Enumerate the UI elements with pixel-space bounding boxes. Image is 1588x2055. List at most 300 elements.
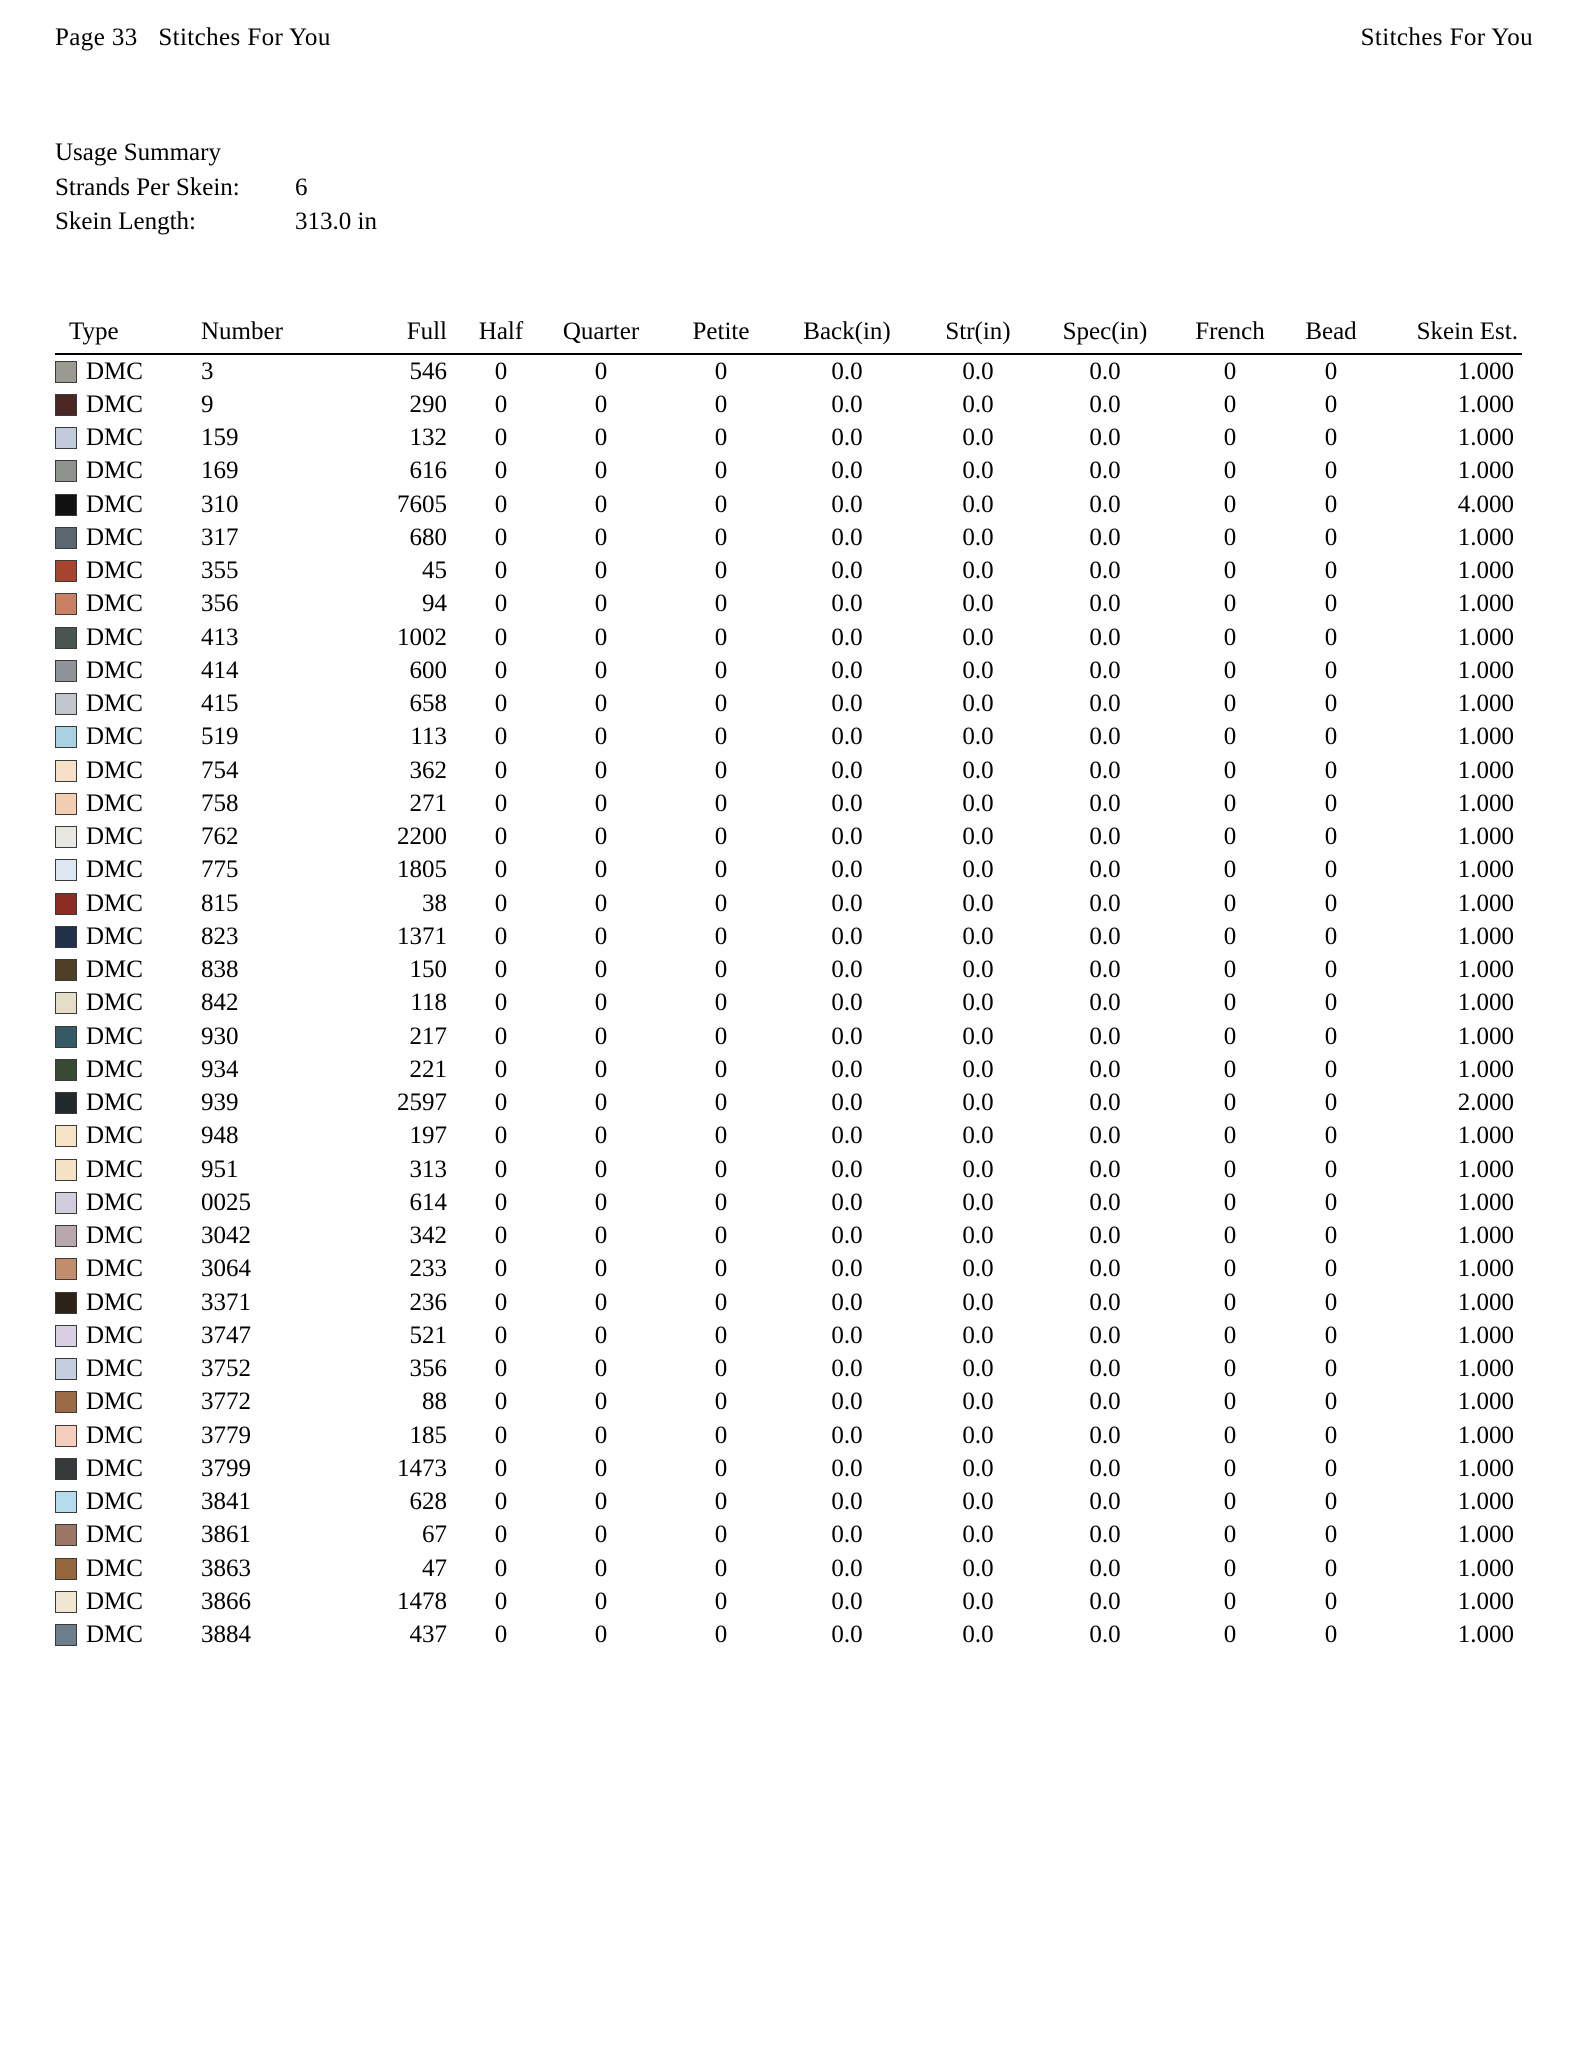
cell-french: 0 xyxy=(1223,357,1237,385)
cell-french: 0 xyxy=(1223,424,1237,451)
color-swatch-icon xyxy=(55,1325,77,1347)
cell-french: 0 xyxy=(1223,690,1237,717)
cell-spec: 0.0 xyxy=(1089,1222,1121,1249)
cell-type xyxy=(55,1020,201,1053)
cell-skein-est: 1.000 xyxy=(1457,1421,1514,1449)
cell-number: 3799 xyxy=(201,1454,251,1482)
cell-bead: 0 xyxy=(1324,1355,1338,1382)
cell-full: 94 xyxy=(422,590,447,618)
cell-skein-est: 1.000 xyxy=(1457,723,1514,751)
cell-back: 0.0 xyxy=(831,557,863,584)
cell-french: 0 xyxy=(1223,590,1237,618)
cell-quarter: 0 xyxy=(594,457,608,485)
cell-full: 290 xyxy=(409,390,447,418)
cell-bead: 0 xyxy=(1324,390,1338,418)
cell-spec: 0.0 xyxy=(1089,1089,1121,1116)
cell-full: 437 xyxy=(409,1621,447,1648)
column-header-skein-est: Skein Est. xyxy=(1416,318,1518,345)
cell-petite: 0 xyxy=(714,756,728,784)
cell-skein-est: 1.000 xyxy=(1457,1122,1514,1150)
cell-str: 0.0 xyxy=(962,1521,994,1549)
cell-full: 150 xyxy=(409,956,447,983)
cell-half: 0 xyxy=(494,656,508,684)
thread-type-label: DMC xyxy=(86,523,143,551)
cell-quarter: 0 xyxy=(594,1089,608,1116)
table-row xyxy=(55,1419,1522,1452)
color-swatch-icon xyxy=(55,560,77,582)
cell-quarter: 0 xyxy=(594,623,608,651)
table-row xyxy=(55,488,1522,521)
table-row xyxy=(55,721,1522,754)
color-swatch-icon xyxy=(55,1458,77,1480)
cell-petite: 0 xyxy=(714,1288,728,1316)
cell-petite: 0 xyxy=(714,690,728,717)
cell-half: 0 xyxy=(494,922,508,950)
cell-skein-est: 1.000 xyxy=(1457,656,1514,684)
color-swatch-icon xyxy=(55,1026,77,1048)
cell-full: 1002 xyxy=(397,623,447,651)
cell-back: 0.0 xyxy=(831,1554,863,1582)
cell-back: 0.0 xyxy=(831,623,863,651)
color-swatch-icon xyxy=(55,460,77,482)
cell-number: 775 xyxy=(201,856,239,884)
cell-full: 217 xyxy=(409,1022,447,1050)
cell-quarter: 0 xyxy=(594,823,608,850)
cell-quarter: 0 xyxy=(594,1521,608,1549)
cell-petite: 0 xyxy=(714,457,728,485)
thread-type-label: DMC xyxy=(86,756,143,784)
cell-skein-est: 1.000 xyxy=(1457,989,1514,1017)
cell-petite: 0 xyxy=(714,1554,728,1582)
cell-bead: 0 xyxy=(1324,1488,1338,1515)
cell-full: 521 xyxy=(409,1321,447,1349)
cell-str: 0.0 xyxy=(962,1188,994,1216)
cell-number: 823 xyxy=(201,922,239,950)
cell-bead: 0 xyxy=(1324,1122,1338,1150)
thread-type-label: DMC xyxy=(86,1355,143,1382)
cell-skein-est: 1.000 xyxy=(1457,1621,1514,1648)
cell-str: 0.0 xyxy=(962,357,994,385)
thread-type-label: DMC xyxy=(86,1122,143,1150)
cell-spec: 0.0 xyxy=(1089,856,1121,884)
cell-skein-est: 1.000 xyxy=(1457,1587,1514,1615)
cell-str: 0.0 xyxy=(962,490,994,518)
cell-type xyxy=(55,1519,201,1552)
cell-type xyxy=(55,987,201,1020)
cell-back: 0.0 xyxy=(831,1022,863,1050)
thread-type-label: DMC xyxy=(86,1587,143,1615)
thread-type-label: DMC xyxy=(86,1089,143,1116)
cell-str: 0.0 xyxy=(962,789,994,817)
cell-quarter: 0 xyxy=(594,1454,608,1482)
cell-petite: 0 xyxy=(714,922,728,950)
cell-back: 0.0 xyxy=(831,424,863,451)
cell-french: 0 xyxy=(1223,1122,1237,1150)
cell-spec: 0.0 xyxy=(1089,424,1121,451)
cell-french: 0 xyxy=(1223,1022,1237,1050)
cell-skein-est: 1.000 xyxy=(1457,1321,1514,1349)
cell-full: 680 xyxy=(409,523,447,551)
color-swatch-icon xyxy=(55,1092,77,1114)
cell-quarter: 0 xyxy=(594,1288,608,1316)
thread-type-label: DMC xyxy=(86,1488,143,1515)
cell-full: 113 xyxy=(410,723,447,751)
cell-spec: 0.0 xyxy=(1089,1488,1121,1515)
cell-half: 0 xyxy=(494,623,508,651)
cell-petite: 0 xyxy=(714,1022,728,1050)
table-row xyxy=(55,422,1522,455)
cell-full: 88 xyxy=(422,1388,447,1416)
cell-spec: 0.0 xyxy=(1089,557,1121,584)
thread-type-label: DMC xyxy=(86,1421,143,1449)
cell-str: 0.0 xyxy=(962,956,994,983)
cell-bead: 0 xyxy=(1324,424,1338,451)
cell-petite: 0 xyxy=(714,1621,728,1648)
usage-summary-title: Usage Summary xyxy=(55,139,221,166)
cell-petite: 0 xyxy=(714,823,728,850)
skein-length-label: Skein Length: xyxy=(55,207,196,235)
cell-quarter: 0 xyxy=(594,989,608,1017)
table-row xyxy=(55,1386,1522,1419)
cell-quarter: 0 xyxy=(594,424,608,451)
cell-quarter: 0 xyxy=(594,1621,608,1648)
cell-back: 0.0 xyxy=(831,1587,863,1615)
table-row xyxy=(55,1153,1522,1186)
cell-quarter: 0 xyxy=(594,690,608,717)
color-swatch-icon xyxy=(55,826,77,848)
thread-type-label: DMC xyxy=(86,1321,143,1349)
cell-type xyxy=(55,488,201,521)
cell-petite: 0 xyxy=(714,490,728,518)
cell-spec: 0.0 xyxy=(1089,1355,1121,1382)
color-swatch-icon xyxy=(55,859,77,881)
cell-quarter: 0 xyxy=(594,1388,608,1416)
cell-spec: 0.0 xyxy=(1089,1288,1121,1316)
cell-french: 0 xyxy=(1223,1521,1237,1549)
cell-half: 0 xyxy=(494,690,508,717)
table-row xyxy=(55,1286,1522,1319)
column-header-number: Number xyxy=(201,318,283,345)
cell-half: 0 xyxy=(494,1621,508,1648)
cell-petite: 0 xyxy=(714,723,728,751)
cell-full: 628 xyxy=(409,1488,447,1515)
cell-back: 0.0 xyxy=(831,457,863,485)
cell-type xyxy=(55,1153,201,1186)
cell-half: 0 xyxy=(494,956,508,983)
cell-type xyxy=(55,1253,201,1286)
cell-bead: 0 xyxy=(1324,789,1338,817)
usage-table-wrapper xyxy=(55,318,1518,1652)
cell-str: 0.0 xyxy=(962,856,994,884)
cell-type xyxy=(55,754,201,787)
table-row xyxy=(55,1087,1522,1120)
cell-petite: 0 xyxy=(714,390,728,418)
cell-full: 271 xyxy=(409,789,447,817)
cell-spec: 0.0 xyxy=(1089,789,1121,817)
cell-spec: 0.0 xyxy=(1089,1521,1121,1549)
cell-half: 0 xyxy=(494,1122,508,1150)
cell-quarter: 0 xyxy=(594,1255,608,1283)
cell-spec: 0.0 xyxy=(1089,1055,1121,1083)
cell-skein-est: 1.000 xyxy=(1457,1554,1514,1582)
cell-full: 600 xyxy=(409,656,447,684)
cell-full: 47 xyxy=(422,1554,447,1582)
cell-petite: 0 xyxy=(714,956,728,983)
cell-quarter: 0 xyxy=(594,1188,608,1216)
cell-petite: 0 xyxy=(714,856,728,884)
column-header-bead: Bead xyxy=(1305,318,1357,345)
color-swatch-icon xyxy=(55,660,77,682)
column-header-petite: Petite xyxy=(692,318,750,345)
cell-full: 1473 xyxy=(397,1454,447,1482)
thread-type-label: DMC xyxy=(86,989,143,1017)
cell-back: 0.0 xyxy=(831,823,863,850)
column-header-back: Back(in) xyxy=(803,318,891,345)
cell-str: 0.0 xyxy=(962,1089,994,1116)
cell-back: 0.0 xyxy=(831,1454,863,1482)
table-row xyxy=(55,987,1522,1020)
cell-back: 0.0 xyxy=(831,956,863,983)
cell-quarter: 0 xyxy=(594,856,608,884)
cell-back: 0.0 xyxy=(831,523,863,551)
cell-spec: 0.0 xyxy=(1089,1621,1121,1648)
table-row xyxy=(55,754,1522,787)
cell-half: 0 xyxy=(494,557,508,584)
cell-full: 197 xyxy=(409,1122,447,1150)
cell-number: 9 xyxy=(201,390,214,418)
thread-type-label: DMC xyxy=(86,1255,143,1283)
cell-bead: 0 xyxy=(1324,1321,1338,1349)
cell-spec: 0.0 xyxy=(1089,756,1121,784)
cell-number: 317 xyxy=(201,523,239,551)
cell-quarter: 0 xyxy=(594,1554,608,1582)
cell-back: 0.0 xyxy=(831,756,863,784)
table-row xyxy=(55,654,1522,687)
color-swatch-icon xyxy=(55,394,77,416)
color-swatch-icon xyxy=(55,1159,77,1181)
cell-spec: 0.0 xyxy=(1089,490,1121,518)
cell-full: 185 xyxy=(409,1421,447,1449)
cell-half: 0 xyxy=(494,1521,508,1549)
cell-spec: 0.0 xyxy=(1089,1554,1121,1582)
cell-petite: 0 xyxy=(714,1255,728,1283)
cell-bead: 0 xyxy=(1324,523,1338,551)
cell-full: 356 xyxy=(409,1355,447,1382)
cell-quarter: 0 xyxy=(594,390,608,418)
cell-petite: 0 xyxy=(714,1521,728,1549)
cell-number: 930 xyxy=(201,1022,239,1050)
color-swatch-icon xyxy=(55,1391,77,1413)
cell-spec: 0.0 xyxy=(1089,1122,1121,1150)
cell-number: 3752 xyxy=(201,1355,251,1382)
cell-type xyxy=(55,555,201,588)
color-swatch-icon xyxy=(55,1524,77,1546)
cell-french: 0 xyxy=(1223,956,1237,983)
table-row xyxy=(55,787,1522,820)
color-swatch-icon xyxy=(55,427,77,449)
cell-half: 0 xyxy=(494,457,508,485)
cell-number: 414 xyxy=(201,656,239,684)
cell-number: 762 xyxy=(201,823,239,850)
color-swatch-icon xyxy=(55,593,77,615)
cell-type xyxy=(55,787,201,820)
cell-str: 0.0 xyxy=(962,1388,994,1416)
cell-back: 0.0 xyxy=(831,1355,863,1382)
cell-quarter: 0 xyxy=(594,590,608,618)
table-row xyxy=(55,1020,1522,1053)
cell-str: 0.0 xyxy=(962,690,994,717)
cell-str: 0.0 xyxy=(962,457,994,485)
cell-french: 0 xyxy=(1223,856,1237,884)
cell-str: 0.0 xyxy=(962,1587,994,1615)
cell-str: 0.0 xyxy=(962,1022,994,1050)
cell-spec: 0.0 xyxy=(1089,1454,1121,1482)
cell-str: 0.0 xyxy=(962,1055,994,1083)
cell-quarter: 0 xyxy=(594,656,608,684)
cell-number: 3863 xyxy=(201,1554,251,1582)
page-number: Page 33 xyxy=(55,24,138,51)
cell-type xyxy=(55,1220,201,1253)
cell-half: 0 xyxy=(494,1321,508,1349)
cell-type xyxy=(55,388,201,421)
cell-number: 413 xyxy=(201,623,239,651)
cell-bead: 0 xyxy=(1324,1155,1338,1183)
cell-skein-est: 1.000 xyxy=(1457,856,1514,884)
table-row xyxy=(55,1186,1522,1219)
cell-back: 0.0 xyxy=(831,1321,863,1349)
cell-back: 0.0 xyxy=(831,390,863,418)
cell-half: 0 xyxy=(494,856,508,884)
color-swatch-icon xyxy=(55,1258,77,1280)
thread-type-label: DMC xyxy=(86,823,143,850)
cell-french: 0 xyxy=(1223,623,1237,651)
cell-type xyxy=(55,1053,201,1086)
usage-table xyxy=(55,318,1522,1652)
cell-spec: 0.0 xyxy=(1089,1388,1121,1416)
cell-full: 614 xyxy=(409,1188,447,1216)
cell-quarter: 0 xyxy=(594,956,608,983)
cell-spec: 0.0 xyxy=(1089,723,1121,751)
cell-bead: 0 xyxy=(1324,357,1338,385)
cell-quarter: 0 xyxy=(594,1355,608,1382)
cell-half: 0 xyxy=(494,1222,508,1249)
cell-type xyxy=(55,621,201,654)
thread-type-label: DMC xyxy=(86,922,143,950)
cell-french: 0 xyxy=(1223,1288,1237,1316)
thread-type-label: DMC xyxy=(86,1554,143,1582)
thread-type-label: DMC xyxy=(86,424,143,451)
cell-french: 0 xyxy=(1223,523,1237,551)
cell-petite: 0 xyxy=(714,1421,728,1449)
cell-bead: 0 xyxy=(1324,889,1338,917)
cell-full: 236 xyxy=(409,1288,447,1316)
cell-bead: 0 xyxy=(1324,457,1338,485)
cell-str: 0.0 xyxy=(962,523,994,551)
cell-type xyxy=(55,688,201,721)
cell-str: 0.0 xyxy=(962,1255,994,1283)
color-swatch-icon xyxy=(55,693,77,715)
cell-french: 0 xyxy=(1223,922,1237,950)
cell-str: 0.0 xyxy=(962,889,994,917)
thread-type-label: DMC xyxy=(86,956,143,983)
thread-type-label: DMC xyxy=(86,656,143,684)
thread-type-label: DMC xyxy=(86,1222,143,1249)
cell-quarter: 0 xyxy=(594,490,608,518)
cell-french: 0 xyxy=(1223,1055,1237,1083)
cell-skein-est: 1.000 xyxy=(1457,1022,1514,1050)
cell-type xyxy=(55,1286,201,1319)
cell-skein-est: 2.000 xyxy=(1457,1089,1514,1116)
table-row xyxy=(55,1486,1522,1519)
cell-str: 0.0 xyxy=(962,1122,994,1150)
cell-spec: 0.0 xyxy=(1089,457,1121,485)
cell-skein-est: 1.000 xyxy=(1457,557,1514,584)
cell-str: 0.0 xyxy=(962,1355,994,1382)
color-swatch-icon xyxy=(55,1358,77,1380)
cell-petite: 0 xyxy=(714,1355,728,1382)
cell-number: 3841 xyxy=(201,1488,251,1515)
table-row xyxy=(55,821,1522,854)
cell-spec: 0.0 xyxy=(1089,357,1121,385)
color-swatch-icon xyxy=(55,992,77,1014)
cell-full: 233 xyxy=(409,1255,447,1283)
cell-str: 0.0 xyxy=(962,989,994,1017)
cell-back: 0.0 xyxy=(831,1488,863,1515)
cell-skein-est: 1.000 xyxy=(1457,1255,1514,1283)
cell-spec: 0.0 xyxy=(1089,956,1121,983)
cell-type xyxy=(55,1552,201,1585)
cell-back: 0.0 xyxy=(831,989,863,1017)
thread-type-label: DMC xyxy=(86,723,143,751)
cell-type xyxy=(55,455,201,488)
cell-number: 951 xyxy=(201,1155,239,1183)
cell-petite: 0 xyxy=(714,623,728,651)
cell-french: 0 xyxy=(1223,1621,1237,1648)
cell-back: 0.0 xyxy=(831,856,863,884)
cell-type xyxy=(55,1319,201,1352)
table-row xyxy=(55,854,1522,887)
cell-full: 38 xyxy=(422,889,447,917)
column-header-str: Str(in) xyxy=(945,318,1011,345)
cell-skein-est: 1.000 xyxy=(1457,756,1514,784)
cell-quarter: 0 xyxy=(594,889,608,917)
cell-half: 0 xyxy=(494,1355,508,1382)
cell-half: 0 xyxy=(494,823,508,850)
header-left xyxy=(55,24,331,52)
cell-number: 838 xyxy=(201,956,239,983)
cell-skein-est: 1.000 xyxy=(1457,789,1514,817)
cell-type xyxy=(55,854,201,887)
color-swatch-icon xyxy=(55,1225,77,1247)
cell-petite: 0 xyxy=(714,1454,728,1482)
cell-quarter: 0 xyxy=(594,1055,608,1083)
cell-back: 0.0 xyxy=(831,1222,863,1249)
table-row xyxy=(55,954,1522,987)
cell-half: 0 xyxy=(494,1155,508,1183)
cell-french: 0 xyxy=(1223,1388,1237,1416)
cell-skein-est: 1.000 xyxy=(1457,357,1514,385)
cell-petite: 0 xyxy=(714,1122,728,1150)
cell-back: 0.0 xyxy=(831,1288,863,1316)
cell-skein-est: 1.000 xyxy=(1457,1488,1514,1515)
cell-type xyxy=(55,721,201,754)
table-row xyxy=(55,1519,1522,1552)
thread-type-label: DMC xyxy=(86,1155,143,1183)
cell-half: 0 xyxy=(494,357,508,385)
cell-bead: 0 xyxy=(1324,1521,1338,1549)
cell-quarter: 0 xyxy=(594,1155,608,1183)
color-swatch-icon xyxy=(55,926,77,948)
